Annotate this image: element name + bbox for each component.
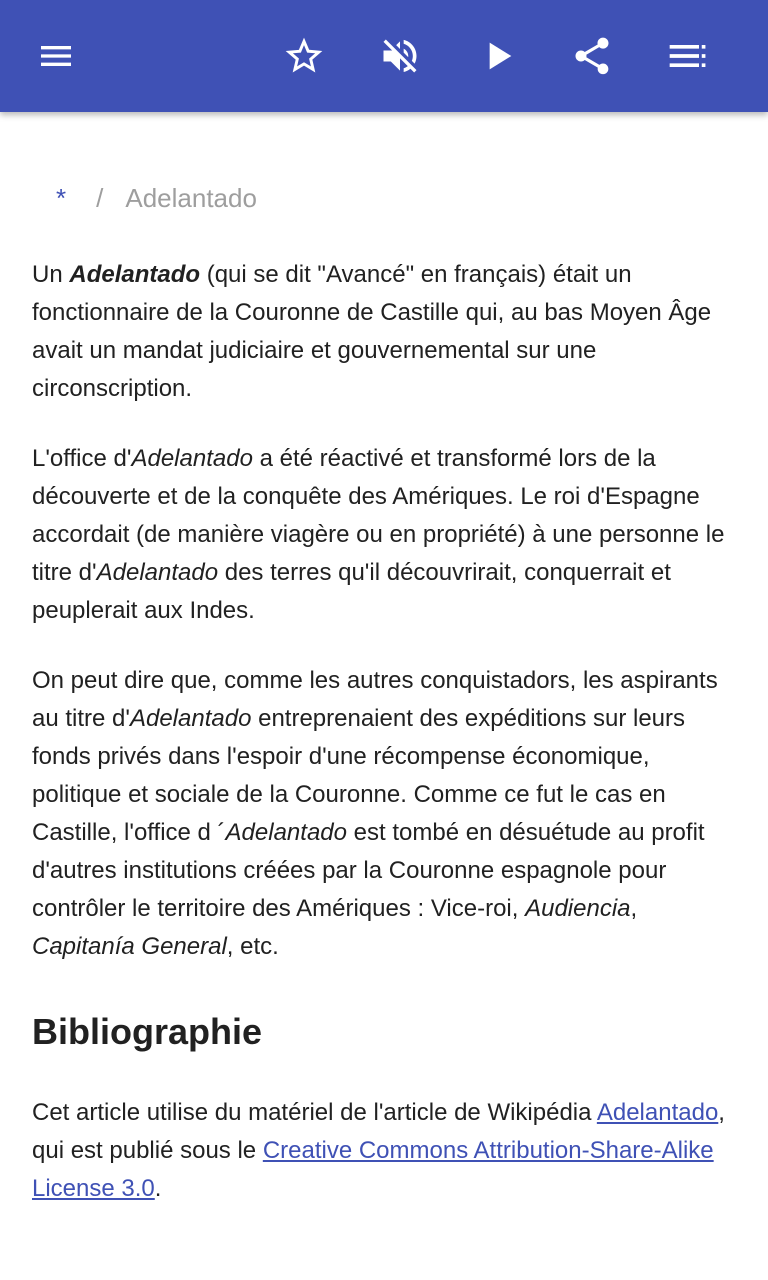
text: Cet article utilise du matériel de l'article de Wikipédia (32, 1099, 597, 1126)
text: On peut dire que, comme les autres conquistadors, les aspirants au titre d' (32, 667, 718, 732)
app-bar (0, 0, 768, 112)
share-icon[interactable] (564, 28, 620, 84)
text: entreprenaient des expéditions sur leurs fonds privés dans l'espoir d'une récompense économique, politique et sociale de la Couronne. Comme ce fut le cas en Castille, l'office d ´ (32, 705, 686, 846)
wikipedia-article-link[interactable]: Adelantado (596, 1099, 719, 1126)
text: L'office d' (32, 445, 132, 472)
text: , etc. (226, 933, 279, 960)
paragraph-conquistadors (32, 662, 736, 966)
term-adelantado: Adelantado (225, 819, 347, 846)
paragraph-license (32, 1094, 736, 1208)
menu-icon[interactable] (28, 28, 84, 84)
text: , qui est publié sous le (32, 1099, 725, 1164)
play-icon[interactable] (470, 28, 526, 84)
text: est tombé en désuétude au profit d'autres institutions créées par la Couronne espagnole pour contrôler le territoire des Amériques : Vice-roi, (32, 819, 705, 922)
breadcrumb (56, 182, 257, 214)
text: Un (32, 261, 70, 288)
breadcrumb-current: Adelantado (125, 183, 257, 213)
article-content (0, 112, 768, 1280)
star-outline-icon[interactable] (276, 28, 332, 84)
paragraph-americas (32, 440, 736, 630)
breadcrumb-separator: / (96, 183, 104, 213)
section-heading-bibliographie: Bibliographie (32, 1011, 263, 1052)
term-audiencia: Audiencia (525, 895, 631, 922)
term-adelantado: Adelantado (131, 445, 253, 472)
term-adelantado: Adelantado (69, 261, 201, 288)
volume-off-icon[interactable] (372, 28, 428, 84)
article-body (32, 256, 736, 1240)
text: . (154, 1175, 162, 1202)
license-link[interactable]: Creative Commons Attribution-Share-Alike License 3.0 (32, 1137, 714, 1202)
term-adelantado: Adelantado (129, 705, 252, 732)
text: des terres qu'il découvrirait, conquerrait et peuplerait aux Indes. (32, 559, 671, 624)
term-adelantado: Adelantado (96, 559, 219, 586)
term-capitania-general: Capitanía General (32, 933, 227, 960)
paragraph-intro (32, 256, 736, 408)
breadcrumb-root-link[interactable]: * (56, 183, 67, 213)
playlist-icon[interactable] (660, 28, 716, 84)
text: , (630, 895, 638, 922)
text: (qui se dit "Avancé" en français) était un fonctionnaire de la Couronne de Castille qui, au bas Moyen Âge avait un mandat judiciaire et gouvernemental sur une circonscription. (32, 261, 712, 402)
text: a été réactivé et transformé lors de la découverte et de la conquête des Amériques. Le roi d'Espagne accordait (de manière viagère ou en propriété) à une personne le titre d' (32, 445, 725, 586)
